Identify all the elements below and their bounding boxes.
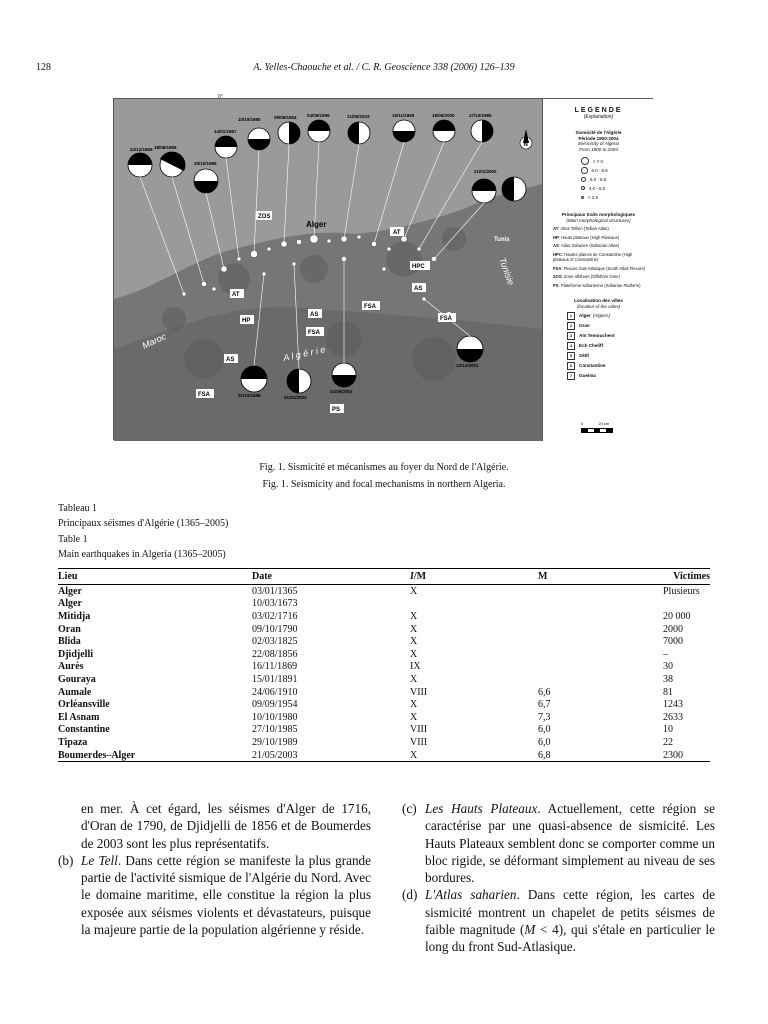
cell-m — [538, 635, 663, 648]
magnitude-label: 5.0 - 5.9 — [590, 176, 607, 182]
legend-text: Sismicité de l'Algérie — [575, 130, 622, 135]
graticule-labels — [218, 94, 223, 100]
scale-bar-graphic — [581, 428, 613, 433]
legend-text: (location of the cities) — [576, 303, 621, 309]
date-label: 09/09/1954 — [274, 115, 297, 120]
legend-text: Principaux traits morphologiques — [561, 211, 636, 217]
date-label: 14/01/1867 — [214, 129, 237, 134]
cell-date: 16/11/1869 — [252, 661, 298, 673]
table-row — [58, 698, 710, 711]
city-name: Constantine — [579, 363, 606, 368]
list-item-c — [402, 800, 715, 886]
col-im-m: /M — [413, 571, 427, 582]
cell-lieu: Orléansville — [58, 699, 110, 711]
legend-abbr-value: : Atlas Tellien (Tellian Atlas) — [558, 226, 609, 232]
date-label: 04/09/1996 — [307, 113, 330, 118]
cell-lieu: Aurès — [58, 661, 84, 673]
cell-victimes — [663, 598, 710, 611]
label-ps: PS — [332, 407, 341, 413]
text-column-right — [402, 800, 715, 956]
cell-date: 22/08/1856 — [252, 648, 298, 660]
cell-m — [538, 610, 663, 623]
cell-victimes: 30 — [663, 661, 673, 673]
col-date: Date — [252, 571, 272, 582]
cell-im: VIII — [410, 724, 428, 736]
date-label: 18/08/2000 — [432, 113, 455, 118]
list-label: (c) — [402, 801, 417, 816]
date-label: 21/01/2002 — [474, 169, 497, 174]
date-label: 01/01/2003 — [284, 395, 307, 400]
list-term: Les Hauts Plateaux — [425, 801, 538, 816]
legend-abbr-list — [543, 226, 654, 288]
legend-abbr — [553, 283, 646, 288]
beachball — [248, 128, 270, 150]
list-item-d — [402, 886, 715, 955]
cell-victimes: – — [663, 648, 668, 660]
cell-date: 15/01/1891 — [252, 673, 298, 685]
list-body: . Dans cette région se manifeste la plus grande partie de l'activité sismique de l'Algérie du Nord. Avec le domaine maritime, elle constitue la région la plus exposée aux séismes violents et dévastateurs, puisque la majeure partie de la population algérienne y réside. — [81, 852, 371, 938]
beachball — [241, 366, 267, 392]
table-row — [58, 635, 710, 648]
table-row — [58, 648, 710, 661]
legend-text: Seismicity of Algeria — [577, 141, 620, 147]
label-fsa: FSA — [364, 304, 376, 310]
cell-date: 10/10/1980 — [252, 711, 298, 723]
list-math: M — [524, 922, 536, 938]
legend-subtitle: (Explanation) — [583, 114, 614, 120]
beachball — [348, 122, 370, 144]
city-name: Ech Cheliff — [579, 343, 603, 348]
legend-abbr-key: PS — [553, 282, 559, 288]
legend-text: Période 1900-2004 — [578, 135, 619, 141]
label-as: AS — [226, 357, 235, 363]
cell-m — [538, 623, 663, 636]
col-magnitude: M — [538, 571, 548, 582]
cell-m — [538, 648, 663, 661]
cell-im: X — [410, 585, 418, 597]
magnitude-item — [581, 166, 654, 175]
legend-text: From 1900 to 2004 — [579, 147, 618, 153]
legend-abbr-key: FSA — [553, 265, 562, 271]
city-name: Oran — [579, 323, 590, 328]
cell-lieu: Alger — [58, 598, 82, 610]
table-row — [58, 736, 710, 749]
cell-victimes: 2633 — [663, 711, 683, 723]
cell-victimes: 22 — [663, 736, 673, 748]
figure-map — [113, 94, 653, 440]
beachball — [502, 177, 526, 201]
cell-date: 10/03/1673 — [252, 598, 298, 610]
city-name: Aïn Temouchent — [579, 333, 615, 338]
legend-abbr-value: : Zone offshore (Offshore zone) — [561, 274, 620, 280]
magnitude-item — [581, 184, 654, 193]
legend-city — [567, 322, 654, 330]
cell-date: 24/06/1910 — [252, 686, 298, 698]
list-item-b — [58, 852, 371, 938]
label-as: AS — [414, 286, 423, 292]
magnitude-item — [581, 193, 654, 202]
label-maroc: Maroc — [140, 331, 168, 351]
cell-victimes: Plusieurs — [663, 585, 700, 597]
magnitude-scale — [543, 157, 654, 202]
cell-im — [410, 598, 538, 611]
legend-morpho-title — [543, 212, 654, 223]
legend-city — [567, 342, 654, 350]
legend-abbr-value: : Hauts plateaux (High Plateaus) — [558, 234, 620, 240]
legend-abbr — [553, 226, 646, 231]
beachball — [308, 120, 330, 142]
cell-victimes: 81 — [663, 686, 673, 698]
city-name: Alger — [579, 313, 591, 318]
cell-date: 29/10/1989 — [252, 736, 298, 748]
city-name-en: (Algiers) — [592, 313, 610, 318]
legend-city-list — [543, 312, 654, 380]
cell-lieu: Aumale — [58, 686, 92, 698]
legend-text: Localisation des villes — [574, 298, 623, 304]
cell-victimes: 2300 — [663, 749, 683, 761]
paragraph-intro: en mer. À cet égard, les séismes d'Alger de 1716, d'Oran de 1790, de Djidjelli de 1856 et de Boumerdes de 2003 sont les plus représentatifs. — [81, 801, 371, 851]
cell-im: VIII — [410, 736, 428, 748]
scale-zero: 0 — [581, 421, 584, 426]
city-name: Sétif — [579, 353, 589, 358]
city-name: Guelma — [579, 373, 596, 378]
cell-lieu: Djidjelli — [58, 648, 93, 660]
cell-m: 6,0 — [538, 724, 551, 736]
lon-top-0: 0° — [218, 94, 223, 100]
map-canvas — [114, 94, 542, 441]
legend-abbr — [553, 235, 646, 240]
scale-bar — [581, 421, 613, 433]
cell-lieu: Mitidja — [58, 610, 91, 622]
table-row — [58, 749, 710, 762]
legend-abbr-key: ZOS — [553, 274, 562, 280]
city-number: 2 — [567, 322, 575, 330]
list-body: < 4), qui s'étale en particulier le long du front Sud-Atlasique. — [425, 922, 716, 955]
cell-im: X — [410, 699, 418, 711]
date-label: 16/11/1869 — [392, 113, 415, 118]
svg-text:N: N — [523, 142, 528, 148]
cell-lieu: Oran — [58, 623, 81, 635]
cell-lieu: Blida — [58, 636, 81, 648]
legend-text: (Main morphological structures) — [566, 217, 631, 223]
legend-abbr-value: : Atlas Saharien (Saharian Atlas) — [558, 243, 620, 249]
running-header — [0, 62, 768, 73]
cell-m — [538, 661, 663, 674]
legend-abbr — [553, 266, 646, 271]
date-label: 21/05/2003 — [330, 389, 353, 394]
legend-abbr-key: HP — [553, 234, 559, 240]
city-number: 4 — [567, 342, 575, 350]
list-term: Le Tell — [81, 852, 118, 868]
label-tunis: Tunis — [494, 237, 510, 243]
date-label: 13/12/2001 — [456, 363, 479, 368]
legend-city — [567, 312, 654, 320]
cell-lieu: Gouraya — [58, 673, 96, 685]
city-number: 5 — [567, 352, 575, 360]
cell-im: X — [410, 610, 418, 622]
cell-date: 27/10/1985 — [252, 724, 298, 736]
col-im-i: I — [410, 571, 414, 582]
table-body — [58, 585, 710, 762]
table-row — [58, 686, 710, 699]
cell-m: 7,3 — [538, 711, 551, 723]
beachball — [128, 153, 152, 177]
label-alger: Alger — [306, 220, 327, 229]
date-label: 27/10/1985 — [469, 113, 492, 118]
table-row — [58, 598, 710, 611]
label-zos: ZOS — [258, 214, 271, 220]
label-tunisie: Tunisie — [497, 256, 517, 287]
beachball — [287, 369, 311, 393]
label-at: AT — [232, 292, 240, 298]
figure-caption-en: Fig. 1. Seismicity and focal mechanisms in northern Algeria. — [262, 479, 506, 490]
cell-date: 21/05/2003 — [252, 749, 298, 761]
cell-date: 02/03/1825 — [252, 636, 298, 648]
city-number: 6 — [567, 362, 575, 370]
legend-abbr — [553, 274, 646, 279]
scale-km: 20 km — [598, 421, 610, 426]
legend-abbr-value: : Plateforme saharienne (Saharian Platform) — [558, 282, 641, 288]
seismicity-map — [113, 94, 653, 440]
legend-abbr — [553, 252, 646, 263]
legend-city — [567, 332, 654, 340]
label-hp: HP — [242, 318, 251, 324]
cell-victimes: 2000 — [663, 623, 683, 635]
cell-victimes: 38 — [663, 673, 673, 685]
list-body: . Dans cette région, les cartes de sismicité montrent un chapelet de petits séismes de faible magnitude ( — [425, 887, 716, 938]
list-label: (b) — [58, 852, 74, 868]
map-legend — [542, 99, 654, 441]
col-intensity-magnitude — [410, 569, 538, 585]
label-fsa: FSA — [440, 316, 452, 322]
legend-abbr-value: : Hautes plaines de Constantine (High plateaus of Constantine) — [553, 251, 633, 263]
legend-abbr — [553, 243, 646, 248]
table-row — [58, 724, 710, 737]
list-text — [425, 800, 715, 886]
cell-m: 6,8 — [538, 749, 551, 761]
date-label: 10/10/1980 — [238, 117, 261, 122]
date-label: 21/05/2003 — [347, 114, 370, 119]
magnitude-label: < 3.9 — [588, 194, 598, 200]
legend-abbr-key: AS — [553, 243, 559, 249]
date-label: 18/08/1856 — [154, 145, 177, 150]
cell-im: X — [410, 636, 418, 648]
magnitude-label: 6.0 - 6.9 — [591, 167, 608, 173]
table-label-fr: Tableau 1 — [58, 503, 98, 514]
earthquakes-table — [58, 568, 710, 762]
cell-lieu: Constantine — [58, 724, 110, 736]
cell-m: 6,0 — [538, 736, 551, 748]
cell-im: X — [410, 749, 418, 761]
city-number: 7 — [567, 372, 575, 380]
cell-im: X — [410, 623, 418, 635]
running-header-authors: A. Yelles-Chaouche et al. — [253, 62, 354, 73]
table-row — [58, 711, 710, 724]
cell-im: X — [410, 648, 418, 660]
legend-abbr-key: AT — [553, 226, 559, 232]
legend-abbr-key: HPC — [553, 251, 562, 257]
city-number: 1 — [567, 312, 575, 320]
magnitude-item — [581, 175, 654, 184]
cell-lieu: Alger — [58, 585, 82, 597]
cell-date: 03/01/1365 — [252, 585, 298, 597]
cell-lieu: Tipaza — [58, 736, 88, 748]
list-body: . Actuellement, cette région se caractérise par une quasi-absence de sismicité. Les Hauts Plateaux semblent donc se comporter comme un bloc rigide, se déformant simplement au niveau de ses bordures. — [425, 801, 715, 886]
magnitude-label: > 7.0 — [593, 158, 603, 164]
cell-im: X — [410, 673, 418, 685]
cell-date: 09/09/1954 — [252, 699, 298, 711]
legend-seismicity-title — [543, 130, 654, 153]
beachball — [278, 122, 300, 144]
cell-date: 03/02/1716 — [252, 610, 298, 622]
label-at: AT — [393, 230, 401, 236]
legend-city — [567, 352, 654, 360]
cell-m: 6,7 — [538, 699, 551, 711]
cell-victimes: 1243 — [663, 699, 683, 711]
cell-im: VIII — [410, 686, 428, 698]
beachball — [433, 120, 455, 142]
cell-m — [538, 598, 663, 611]
cell-m — [538, 673, 663, 686]
label-fsa: FSA — [198, 392, 210, 398]
list-term: L'Atlas saharien — [425, 887, 517, 903]
label-hpc: HPC — [412, 264, 425, 270]
label-algerie: A l g é r i e — [282, 344, 327, 363]
table-row — [58, 623, 710, 636]
table-row — [58, 673, 710, 686]
running-header-journal: / C. R. Geoscience 338 (2006) 126–139 — [356, 62, 515, 73]
cell-lieu: El Asnam — [58, 711, 100, 723]
table-row — [58, 661, 710, 674]
date-label: 29/10/1989 — [194, 161, 217, 166]
legend-loc-title — [543, 298, 654, 309]
page-number: 128 — [36, 62, 51, 73]
legend-city — [567, 362, 654, 370]
cell-m: 6,6 — [538, 686, 551, 698]
city-number: 3 — [567, 332, 575, 340]
table-row — [58, 610, 710, 623]
figure-caption-fr: Fig. 1. Sismicité et mécanismes au foyer du Nord de l'Algérie. — [259, 462, 509, 473]
col-victimes: Victimes — [673, 571, 710, 582]
list-text — [425, 886, 715, 955]
date-label: 31/10/1988 — [238, 393, 261, 398]
date-label: 22/12/1869 — [130, 147, 153, 152]
list-label: (d) — [402, 887, 418, 903]
cell-im: IX — [410, 661, 421, 673]
legend-city — [567, 372, 654, 380]
text-column-left — [58, 800, 371, 938]
beachball — [332, 363, 356, 387]
magnitude-label: 4.0 - 5.0 — [589, 185, 606, 191]
cell-date: 09/10/1790 — [252, 623, 298, 635]
label-as: AS — [310, 312, 319, 318]
table-row — [58, 585, 710, 598]
legend-title: LEGENDE — [574, 107, 623, 114]
cell-victimes: 20 000 — [663, 610, 691, 622]
cell-victimes: 7000 — [663, 636, 683, 648]
col-lieu: Lieu — [58, 571, 78, 582]
beachball — [472, 179, 496, 203]
beachball — [393, 120, 415, 142]
cell-m — [538, 585, 663, 598]
magnitude-item — [581, 157, 654, 166]
table-title-en: Main earthquakes in Algeria (1365–2005) — [58, 549, 226, 560]
cell-im: X — [410, 711, 418, 723]
beachball — [457, 336, 483, 362]
table-label-en: Table 1 — [58, 534, 88, 545]
table-title-fr: Principaux séismes d'Algérie (1365–2005) — [58, 518, 229, 529]
beachball — [215, 136, 237, 158]
cell-victimes: 10 — [663, 724, 673, 736]
cell-lieu: Boumerdes–Alger — [58, 749, 136, 761]
label-fsa: FSA — [308, 330, 320, 336]
table-header-row — [58, 569, 710, 585]
list-text — [81, 852, 371, 938]
beachball — [194, 169, 218, 193]
beachball — [471, 120, 493, 142]
legend-abbr-value: : Flexure Sud-Atlasique (South Atlas Flexure) — [561, 265, 646, 271]
